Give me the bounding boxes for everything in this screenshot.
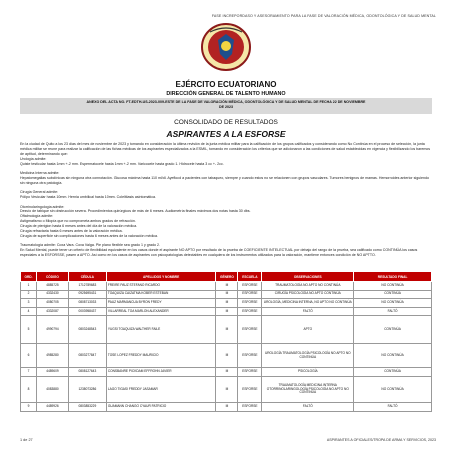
table-row — [21, 316, 432, 344]
cell-ord: 1 — [21, 282, 37, 291]
table-row — [21, 307, 432, 316]
cell-codigo: 4985280 — [36, 344, 68, 368]
table-row — [21, 368, 432, 377]
cell-nombre: YUGSI TOAQUIZA WALTHER FAILE — [106, 316, 216, 344]
cell-genero: M — [216, 307, 238, 316]
paragraph: Astigmatismo o Miopía que no comprometa ambos grados de refracción. — [20, 219, 136, 224]
col-header-observaciones: OBSERVACIONES — [262, 272, 354, 282]
cell-nombre: LAGO TIGASI FREDDY JASAMAR — [106, 376, 216, 402]
cell-escuela: ESFORSE — [238, 282, 262, 291]
cell-escuela: ESFORSE — [238, 316, 262, 344]
cell-codigo: 4885725 — [36, 282, 68, 291]
cell-resultado: NO CONTINÚA — [354, 299, 432, 308]
cell-cedula: 0808127643 — [68, 368, 106, 377]
paragraph: Oftalmología admite: — [20, 214, 54, 219]
cell-genero: M — [216, 316, 238, 344]
table-row — [21, 299, 432, 308]
cell-codigo: 4332430 — [36, 290, 68, 299]
cell-resultado: NO CONTINÚA — [354, 344, 432, 368]
army-seal-logo — [200, 22, 252, 72]
cell-escuela: ESFORSE — [238, 290, 262, 299]
aspirantes-heading: ASPIRANTES A LA ESFORSE — [166, 129, 286, 139]
cell-genero: M — [216, 290, 238, 299]
document-subtitle: DIRECCIÓN GENERAL DE TALENTO HUMANO — [166, 91, 286, 97]
cell-codigo: 4080705 — [36, 299, 68, 308]
cell-genero: M — [216, 402, 238, 411]
table-row — [21, 282, 432, 291]
col-header-resultado: RESULTADO FINAL — [354, 272, 432, 282]
cell-ord: 2 — [21, 290, 37, 299]
cell-ord: 3 — [21, 299, 37, 308]
cell-cedula: 0803853229 — [68, 402, 106, 411]
criteria-text — [20, 142, 432, 258]
cell-codigo: 4489926 — [36, 402, 68, 411]
annex-band — [20, 98, 432, 114]
annex-line-1: ANEXO DEL ACTA NO. FT-EDTH-US-2023-009-ESTE DE LA FASE DE VALORACIÓN MÉDICA, ODONTOLÓGICA Y DE SALUD MENTAL DE FECHA 22 DE NOVIEMBRE — [86, 100, 366, 104]
table-row — [21, 290, 432, 299]
cell-observaciones: TRAUMATOLOGÍA NO APTO NO CONTINÚA — [262, 282, 354, 291]
cell-observaciones: APTO — [262, 316, 354, 344]
cell-genero: M — [216, 368, 238, 377]
col-header-ord: ORD. — [21, 272, 37, 282]
cell-nombre: FREIRE PAUZ STEFANO RICARDO — [106, 282, 216, 291]
cell-resultado: FALTÓ — [354, 402, 432, 411]
paragraph: Urología admite: — [20, 156, 47, 161]
paragraph: Medicina Interna admite: — [20, 171, 60, 176]
col-header-codigo: CÓDIGO — [36, 272, 68, 282]
paragraph: Desvío de tabique sin obstrucción severa. Procedimientos quirúrgicos de más de 6 meses. Audiometría finales máximos dos notas hasta 30 dbs. — [20, 209, 251, 214]
cell-nombre: GUAMANN CHANGO CYAUR PATRICIO — [106, 402, 216, 411]
cell-genero: M — [216, 376, 238, 402]
cell-observaciones: UROLOGÍA, MEDICINA INTERNA, NO APTO NO CONTINÚA — [262, 299, 354, 308]
cell-nombre: CONSBANRE PICKDAM EFFROHN JAVIER — [106, 368, 216, 377]
paragraph: Quiste testicular hasta 1mm +-2 mm. Espermatocele hasta 1mm +-2 mm. Varicocele hasta grado 1. Hidrocele hasta 3 cc +- 2cc. — [20, 161, 224, 166]
cell-genero: M — [216, 282, 238, 291]
results-table — [20, 271, 432, 412]
footer-right-text: ASPIRANTES A OFICIALES/TROPA DE ARMA Y SERVICIOS, 2023 — [326, 438, 436, 442]
cell-resultado: CONTINÚA — [354, 316, 432, 344]
cell-observaciones: FALTÓ — [262, 402, 354, 411]
cell-resultado: NO CONTINÚA — [354, 376, 432, 402]
cell-escuela: ESFORSE — [238, 368, 262, 377]
cell-ord: 7 — [21, 368, 37, 377]
table-row — [21, 402, 432, 411]
paragraph: Traumatología admite: Coxa Vara. Coxa Valga. Pie plano flexible sea grado 1 y grado 2. — [20, 243, 160, 248]
cell-resultado: CONTINÚA — [354, 290, 432, 299]
cell-resultado: FALTÓ — [354, 307, 432, 316]
consolidado-heading: CONSOLIDADO DE RESULTADOS — [174, 119, 278, 126]
page-number: 1 de 27 — [20, 438, 33, 442]
cell-observaciones: PSICOLOGÍA — [262, 368, 354, 377]
cell-observaciones: UROLOGÍA TRAUMATOLOGÍA PSICOLOGÍA NO APTO NO CONTINÚA — [262, 344, 354, 368]
cell-cedula: 1238073286 — [68, 376, 106, 402]
table-row — [21, 344, 432, 368]
cell-codigo: 4083880 — [36, 376, 68, 402]
cell-cedula: 0808713033 — [68, 299, 106, 308]
cell-ord: 5 — [21, 316, 37, 344]
table-row — [21, 376, 432, 402]
cell-cedula: 0003958437 — [68, 307, 106, 316]
cell-cedula: 0925695431 — [68, 290, 106, 299]
cell-ord: 6 — [21, 344, 37, 368]
table-header-row — [21, 272, 432, 282]
cell-nombre: VILLARREAL TOA MARLON ALEXANDER — [106, 307, 216, 316]
cell-ord: 9 — [21, 402, 37, 411]
cell-codigo: 4489609 — [36, 368, 68, 377]
cell-ord: 4 — [21, 307, 37, 316]
col-header-nombre: APELLIDOS Y NOMBRE — [106, 272, 216, 282]
cell-escuela: ESFORSE — [238, 299, 262, 308]
document-title: EJÉRCITO ECUATORIANO — [175, 80, 277, 89]
cell-observaciones: TRAUMATOLOGÍA MEDICINA INTERNA OTORRINOLARINGOLOGÍA PSICOLOGÍA NO APTO NO CONTINÚA — [262, 376, 354, 402]
cell-escuela: ESFORSE — [238, 344, 262, 368]
cell-nombre: TOSE LOPEZ FREDDY MAURICIO — [106, 344, 216, 368]
cell-cedula: 1712789683 — [68, 282, 106, 291]
cell-genero: M — [216, 299, 238, 308]
paragraph: Hepatomegalias subclínicas sin ninguna otra connotación. Glucosa máxima hasta 110 ml/dl. Ayeflocd a pacientes con tabaqueo, siempre y cuando estos no se relacionen con grupos vasculares. Tumores benignos de mamas. Hemorroides anterior siguiendo sin ninguna otra patología. — [20, 175, 429, 185]
cell-codigo: 4332087 — [36, 307, 68, 316]
cell-cedula: 0803277847 — [68, 344, 106, 368]
cell-nombre: PAUZ MARMANCUA BYRON FREDY — [106, 299, 216, 308]
paragraph: Cirugía General admite: — [20, 190, 59, 195]
cell-nombre: TOAQUIZA CAIZATMA KOBER ESTEBAN — [106, 290, 216, 299]
cell-escuela: ESFORSE — [238, 307, 262, 316]
cell-escuela: ESFORSE — [238, 376, 262, 402]
paragraph: Cirugía de pterigion hasta 6 meses antes del día de la valoración médica. — [20, 224, 138, 229]
cell-genero: M — [216, 344, 238, 368]
cell-observaciones: CIRUGÍA PSICOLOGÍA NO APTO CONTINÚA — [262, 290, 354, 299]
cell-ord: 8 — [21, 376, 37, 402]
cell-resultado: CONTINÚA — [354, 368, 432, 377]
paragraph: Pólipo Vesicular hasta 10mm. Hernia umbilical hasta 10mm. Colelitiasis asintomática. — [20, 195, 157, 200]
paragraph: En la ciudad de Quito a los 23 días del mes de noviembre de 2023 y tomando en consideración la última revisión de la junta médica militar para la calificación de los grupos calificados y considerando como No Continúa en el proceso de selección, la junta médica militar se reune para realizar la calificación de las fichas médicas de los aspirantes especializados a la ESMIL, tomando en consideración los criterios que se adicionaron a las condiciones de salud establecidas en vigencia y flexibilizando los baremos de aptitud, determinando que: — [20, 142, 431, 156]
cell-cedula: 0803248543 — [68, 316, 106, 344]
header-right-text: FASE INCREPORDASO Y ASESORAMIENTO PARA LA FASE DE VALORACIÓN MÉDICA, ODONTOLÓGICA Y DE SALUD MENTAL — [211, 14, 436, 18]
cell-codigo: 4990794 — [36, 316, 68, 344]
annex-line-2: DE 2023 — [219, 105, 233, 109]
cell-escuela: ESFORSE — [238, 402, 262, 411]
col-header-cedula: CÉDULA — [68, 272, 106, 282]
col-header-genero: GÉNERO — [216, 272, 238, 282]
paragraph: Otorrinolaringología admite: — [20, 204, 65, 209]
cell-resultado: NO CONTINÚA — [354, 282, 432, 291]
col-header-escuela: ESCUELA — [238, 272, 262, 282]
paragraph: Cirugía refractaria hasta 6 meses antes de la valoración médica. — [20, 229, 123, 234]
cell-observaciones: FALTÓ — [262, 307, 354, 316]
paragraph: Cirugía de superficie sin complicaciones hasta 6 meses antes de la valoración médica. — [20, 234, 159, 238]
paragraph: En Salud Mental, puede tener un criterio de flexibilidad equivalente en los casos donde el aspirante NO APTO por resultado de la prueba de COEFICIENTE INTELECTUAL por debajo del rango de la prueba, sea calificado como CONTINÚA los casos especiales a la ESFORSSE, pasen a APTO. Así como en los casos de aspirantes con psicopatologías detectables en cualquiera de los instrumentos utilizados para la valoración, mantiene entonces condición de NO APTTO. — [20, 248, 418, 258]
